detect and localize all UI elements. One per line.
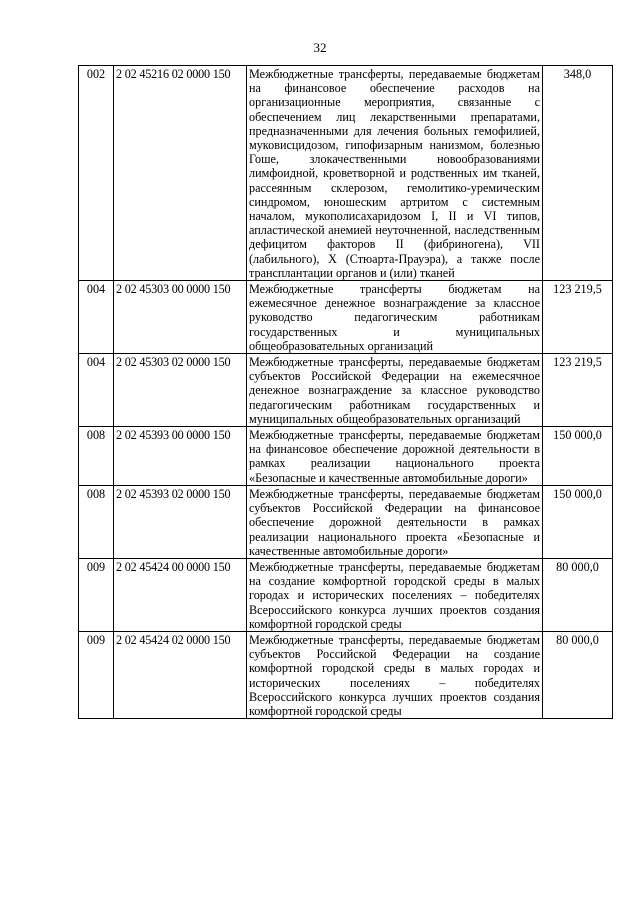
table-row (79, 354, 613, 427)
classification-code-cell: 2 02 45216 02 0000 150 (114, 66, 247, 281)
revenue-name-cell: Межбюджетные трансферты, передаваемые бюджетам на финансовое обеспечение дорожной деятельности в рамках реализации национального проекта «Безопасные и качественные автомобильные дороги» (247, 427, 543, 486)
table-row (79, 281, 613, 354)
classification-code-cell: 2 02 45303 02 0000 150 (114, 354, 247, 427)
table-row (79, 631, 613, 718)
amount-cell: 80 000,0 (543, 558, 613, 631)
table-row (79, 558, 613, 631)
page-number: 32 (313, 40, 327, 55)
classification-code-cell: 2 02 45424 00 0000 150 (114, 558, 247, 631)
amount-cell: 123 219,5 (543, 281, 613, 354)
table-row (79, 427, 613, 486)
revenue-name-cell: Межбюджетные трансферты, передаваемые бюджетам субъектов Российской Федерации на финансовое обеспечение дорожной деятельности в рамках реализации национального проекта «Безопасные и качественные автомобильные дороги» (247, 485, 543, 558)
revenue-name-cell: Межбюджетные трансферты, передаваемые бюджетам на финансовое обеспечение расходов на организационные мероприятия, связанные с обеспечением лиц лекарственными препаратами, предназначенными для лечения больных гемофилией, муковисцидозом, гипофизарным нанизмом, болезнью Гоше, злокачественными новообразованиями лимфоидной, кроветворной и родственных им тканей, рассеянным склерозом, гемолитико-уремическим синдромом, юношеским артритом с системным началом, мукополисахаридозом I, II и VI типов, апластической анемией неуточненной, наследственным дефицитом факторов II (фибриногена), VII (лабильного), X (Стюарта-Прауэра), а также после трансплантации органов и (или) тканей (247, 66, 543, 281)
classification-code-cell: 2 02 45424 02 0000 150 (114, 631, 247, 718)
classification-code-cell: 2 02 45393 02 0000 150 (114, 485, 247, 558)
revenue-name-cell: Межбюджетные трансферты бюджетам на ежемесячное денежное вознаграждение за классное руководство педагогическим работникам государственных и муниципальных общеобразовательных организаций (247, 281, 543, 354)
admin-code-cell: 009 (79, 558, 114, 631)
revenue-name-cell: Межбюджетные трансферты, передаваемые бюджетам на создание комфортной городской среды в малых городах и исторических поселениях – победителях Всероссийского конкурса лучших проектов создания комфортной городской среды (247, 558, 543, 631)
amount-cell: 80 000,0 (543, 631, 613, 718)
revenue-name-cell: Межбюджетные трансферты, передаваемые бюджетам субъектов Российской Федерации на создание комфортной городской среды в малых городах и исторических поселениях – победителях Всероссийского конкурса лучших проектов создания комфортной городской среды (247, 631, 543, 718)
table-row (79, 66, 613, 281)
admin-code-cell: 008 (79, 427, 114, 486)
admin-code-cell: 004 (79, 354, 114, 427)
amount-cell: 150 000,0 (543, 485, 613, 558)
revenue-name-cell: Межбюджетные трансферты, передаваемые бюджетам субъектов Российской Федерации на ежемесячное денежное вознаграждение за классное руководство педагогическим работникам государственных и муниципальных общеобразовательных организаций (247, 354, 543, 427)
classification-code-cell: 2 02 45303 00 0000 150 (114, 281, 247, 354)
table-row (79, 485, 613, 558)
classification-code-cell: 2 02 45393 00 0000 150 (114, 427, 247, 486)
amount-cell: 348,0 (543, 66, 613, 281)
admin-code-cell: 004 (79, 281, 114, 354)
amount-cell: 123 219,5 (543, 354, 613, 427)
amount-cell: 150 000,0 (543, 427, 613, 486)
admin-code-cell: 002 (79, 66, 114, 281)
admin-code-cell: 008 (79, 485, 114, 558)
admin-code-cell: 009 (79, 631, 114, 718)
budget-revenue-table (78, 65, 613, 719)
